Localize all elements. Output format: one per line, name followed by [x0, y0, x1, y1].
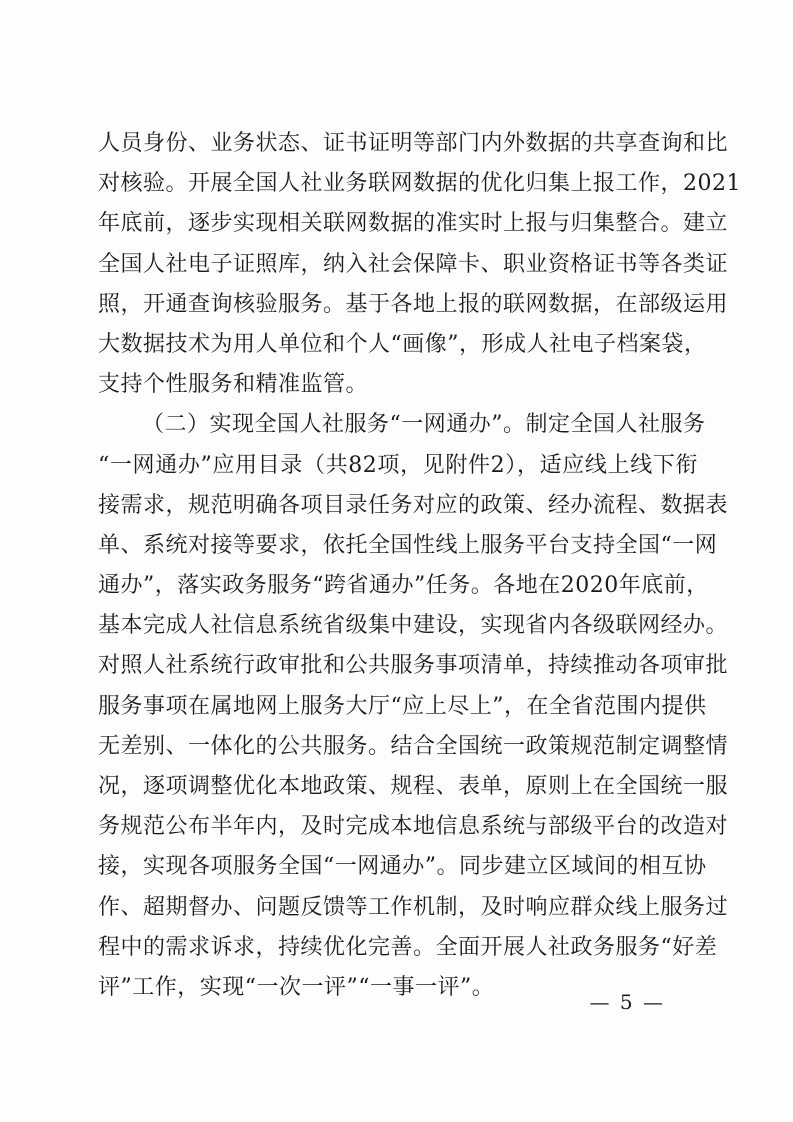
text-line: 全国人社电子证照库，纳入社会保障卡、职业资格证书等各类证: [98, 251, 729, 277]
text-line: 年底前，逐步实现相关联网数据的准实时上报与归集整合。建立: [98, 211, 729, 237]
text-line: 对照人社系统行政审批和公共服务事项清单，持续推动各项审批: [98, 653, 729, 679]
text-line: 评”工作，实现“一次一评”“一事一评”。: [98, 974, 495, 1000]
text-line: 接，实现各项服务全国“一网通办”。同步建立区域间的相互协: [98, 854, 707, 880]
text-line: 对核验。开展全国人社业务联网数据的优化归集上报工作，2021: [98, 171, 741, 197]
text-line: 大数据技术为用人单位和个人“画像”，形成人社电子档案袋，: [98, 331, 707, 357]
text-line: 作、超期督办、问题反馈等工作机制，及时响应群众线上服务过: [98, 894, 729, 920]
section-heading-line: （二）实现全国人社服务“一网通办”。制定全国人社服务: [142, 412, 706, 438]
text-line: “一网通办”应用目录（共82项，见附件2），适应线上线下衔: [98, 452, 698, 478]
text-line: 服务事项在属地网上服务大厅“应上尽上”，在全省范围内提供: [98, 693, 707, 719]
text-line: 照，开通查询核验服务。基于各地上报的联网数据，在部级运用: [98, 291, 729, 317]
text-line: 程中的需求诉求，持续优化完善。全面开展人社政务服务“好差: [98, 934, 718, 960]
text-line: 接需求，规范明确各项目录任务对应的政策、经办流程、数据表: [98, 492, 729, 518]
page-number: — 5 —: [589, 990, 665, 1014]
text-line: 务规范公布半年内，及时完成本地信息系统与部级平台的改造对: [98, 814, 729, 840]
text-line: 支持个性服务和精准监管。: [98, 372, 369, 398]
text-line: 况，逐项调整优化本地政策、规程、表单，原则上在全国统一服: [98, 774, 729, 799]
text-line: 人员身份、业务状态、证书证明等部门内外数据的共享查询和比: [98, 131, 729, 156]
text-line: 通办”，落实政务服务“跨省通办”任务。各地在2020年底前，: [98, 573, 709, 599]
text-line: 单、系统对接等要求，依托全国性线上服务平台支持全国“一网: [98, 532, 718, 558]
text-line: 基本完成人社信息系统省级集中建设，实现省内各级联网经办。: [98, 613, 729, 639]
text-line: 无差别、一体化的公共服务。结合全国统一政策规范制定调整情: [98, 733, 729, 759]
body-text: [98, 124, 741, 1008]
